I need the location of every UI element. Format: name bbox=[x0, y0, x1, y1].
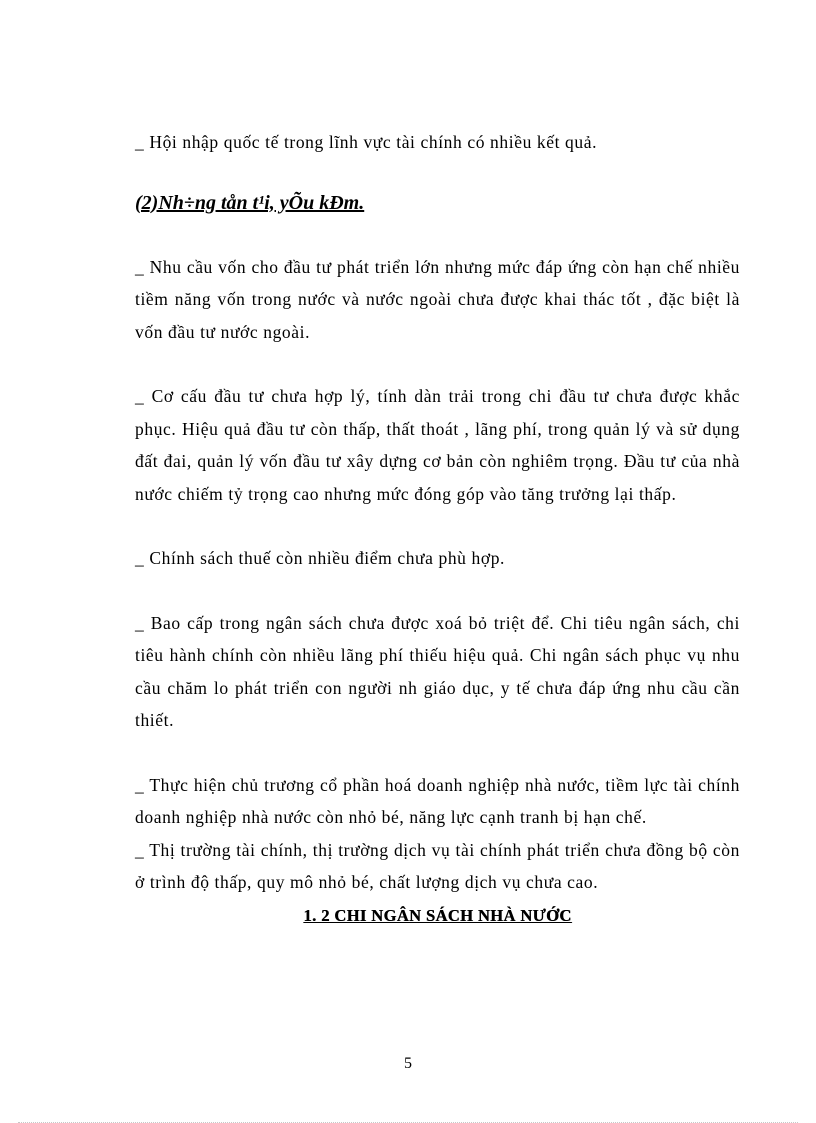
paragraph-capital-demand: _ Nhu cầu vốn cho đầu tư phát triển lớn nhưng mức đáp ứng còn hạn chế nhiều tiềm năng vốn trong nước và nước ngoài chưa được khai thác tốt , đặc biệt là vốn đầu tư nước ngoài. bbox=[135, 256, 740, 342]
paragraph-financial-market: _ Thị trường tài chính, thị trường dịch vụ tài chính phát triển chưa đồng bộ còn ở trình độ thấp, quy mô nhỏ bé, chất lượng dịch vụ chưa cao. bbox=[135, 839, 740, 892]
section-title-state-budget-expenditure: 1. 2 CHI NGÂN SÁCH NHÀ NƯỚC bbox=[303, 905, 572, 925]
paragraph-investment-structure: _ Cơ cấu đầu tư chưa hợp lý, tính dàn trải trong chi đầu tư chưa được khắc phục. Hiệu quả đầu tư còn thấp, thất thoát , lãng phí, trong quản lý và sử dụng đất đai, quản lý vốn đầu tư xây dựng cơ bản còn nghiêm trọng. Đầu tư của nhà nước chiếm tỷ trọng cao nhưng mức đóng góp vào tăng trưởng lại thấp. bbox=[135, 386, 740, 504]
page-number: 5 bbox=[404, 1055, 412, 1072]
paragraph-equitization: _ Thực hiện chủ trương cổ phần hoá doanh nghiệp nhà nước, tiềm lực tài chính doanh nghiệp nhà nước còn nhỏ bé, năng lực cạnh tranh bị hạn chế. bbox=[135, 774, 740, 827]
paragraph-tax-policy: _ Chính sách thuế còn nhiều điểm chưa phù hợp. bbox=[135, 548, 506, 568]
section-heading-weaknesses: (2)Nh÷ng tån t¹i, yÕu kÐm. bbox=[135, 191, 365, 214]
paragraph-budget-subsidy: _ Bao cấp trong ngân sách chưa được xoá bỏ triệt để. Chi tiêu ngân sách, chi tiêu hành chính còn nhiều lãng phí thiếu hiệu quả. Chi ngân sách phục vụ nhu cầu chăm lo phát triển con người nh giáo dục, y tế chưa đáp ứng nhu cầu cần thiết. bbox=[135, 612, 740, 730]
paragraph-international-integration: _ Hội nhập quốc tế trong lĩnh vực tài chính có nhiều kết quả. bbox=[135, 132, 598, 152]
page-body bbox=[135, 126, 740, 932]
